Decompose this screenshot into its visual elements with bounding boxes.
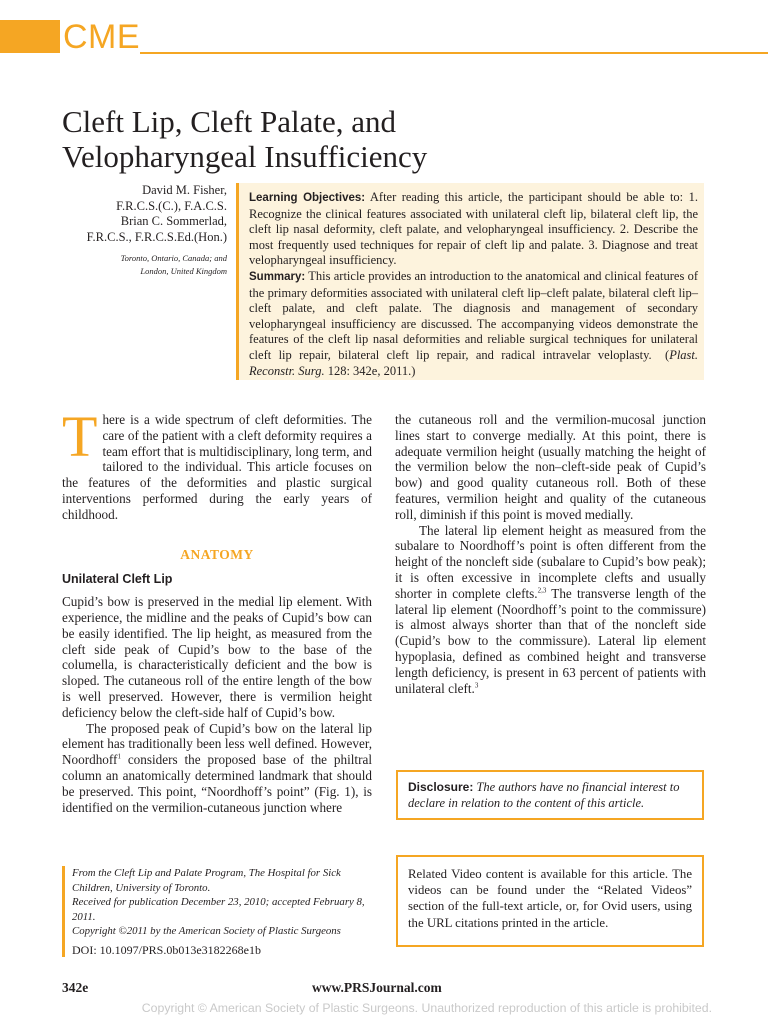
- citation-open: (: [665, 347, 670, 362]
- objectives-text: After reading this article, the participant should be able to: 1. Recognize the clinical features associated with unilateral cleft lip, bilateral cleft lip, the cleft lip nasal deformity, cleft palate, and velopharyngeal insufficiency. 2. Describe the most frequently used techniques for repair of cleft lip and palate. 3. Diagnose and treat velopharyngeal insufficiency.: [249, 190, 698, 268]
- journal-url[interactable]: www.PRSJournal.com: [312, 980, 442, 995]
- title-line-1: Cleft Lip, Cleft Palate, and: [62, 104, 397, 139]
- author-block: [40, 183, 227, 245]
- article-title: [62, 104, 662, 174]
- copyright-watermark: Copyright © American Society of Plastic Surgeons. Unauthorized reproduction of this article is prohibited.: [141, 1001, 712, 1015]
- affiliation-line: Toronto, Ontario, Canada; and: [120, 253, 227, 263]
- body-paragraph: [395, 523, 706, 697]
- disclosure-text: The authors have no financial interest to declare in relation to the content of this article.: [408, 780, 680, 810]
- title-line-2: Velopharyngeal Insufficiency: [62, 139, 428, 174]
- author-line: Brian C. Sommerlad,: [120, 214, 227, 229]
- abstract-box: [236, 183, 704, 380]
- drop-cap: T: [62, 404, 98, 469]
- author-line: F.R.C.S.(C.), F.A.C.S.: [116, 198, 227, 213]
- section-heading-anatomy: ANATOMY: [180, 546, 254, 562]
- para-text: The lateral lip element height as measured from the subalare to Noordhoff’s point is often different from the height of the noncleft side (subalare to Cupid’s bow peak); it is often excessive in incomplete clefts and usually shorter in complete clefts.: [395, 522, 706, 601]
- disclosure-box: [396, 770, 704, 820]
- summary-text: This article provides an introduction to the anatomical and clinical features of the primary deformities associated with unilateral cleft lip–cleft palate, bilateral cleft lip–cleft palate, and cleft palate. The diagnosis and management of secondary velopharyngeal insufficiency are discussed. The accompanying videos demonstrate the features of the cleft lip nasal deformities and reliable surgical techniques for unilateral cleft lip repair, bilateral cleft lip repair, and radical intravelar veloplasty.: [249, 268, 699, 362]
- objectives-label: Learning Objectives:: [249, 192, 366, 204]
- footnote-copyright: Copyright ©2011 by the American Society of Plastic Surgeons: [72, 925, 341, 937]
- header-rule: [140, 52, 768, 54]
- citation-sup: 1: [117, 752, 121, 761]
- disclosure-label: Disclosure:: [408, 780, 474, 794]
- section-label: CME: [63, 18, 141, 56]
- summary: [249, 269, 698, 379]
- footnote-received: Received for publication December 23, 2010; accepted February 8, 2011.: [72, 896, 365, 923]
- citation-sup: 2,3: [537, 586, 547, 595]
- body-column-left: [62, 404, 372, 815]
- intro-paragraph: [62, 404, 372, 523]
- summary-label: Summary:: [249, 270, 306, 283]
- author-line: F.R.C.S., F.R.C.S.Ed.(Hon.): [86, 229, 227, 244]
- para-text: The proposed peak of Cupid’s bow on the lateral lip element has traditionally been less well defined. However, Noordhoff: [62, 720, 372, 768]
- body-paragraph: Cupid’s bow is preserved in the medial lip element. With experience, the midline and the peaks of Cupid’s bow can be easily identified. The lip height, as measured from the cleft side peak of Cupid’s bow to the base of the columella, is characteristically deficient and the bow is sloped. The cutaneous roll of the entire length of the bow is well preserved. However, there is vermilion height deficiency below the cleft-side half of Cupid’s bow.: [62, 594, 372, 720]
- body-paragraph-continued: [62, 721, 372, 816]
- related-video-note: Related Video content is available for this article. The videos can be found under the “Related Videos” section of the full-text article, or, for Ovid users, using the URL citations printed in the article.: [396, 855, 704, 947]
- citation-ref: 128: 342e, 2011.): [327, 363, 416, 378]
- footnote-affiliation: From the Cleft Lip and Palate Program, The Hospital for Sick Children, University of Toronto.: [72, 867, 341, 894]
- citation-sup: 3: [474, 681, 479, 690]
- citation-journal: Plast. Reconstr. Surg.: [249, 347, 699, 378]
- cme-accent-bar: [0, 20, 60, 53]
- para-text: The transverse length of the lateral lip element (Noordhoff’s point to the commissure) is almost always shorter than that of the noncleft side (Cupid’s bow to the commissure). Lateral lip element hypoplasia, defined as combined height and transverse length deficiency, is present in 63 percent of patients with unilateral cleft.: [395, 585, 706, 696]
- author-affiliation: [40, 252, 227, 278]
- doi-link[interactable]: DOI: 10.1097/PRS.0b013e3182268e1b: [72, 942, 261, 957]
- article-footnote: [62, 866, 372, 957]
- body-paragraph-continuation: the cutaneous roll and the vermilion-mucosal junction lines start to converge medially. At this point, there is adequate vermilion height (usually matching the height of the vermilion below the non–cleft-side peak of Cupid’s bow) and good quality cutaneous roll. Both of these features, vermilion height and quality of the cutaneous roll, diminish if this point is moved medially.: [395, 412, 706, 522]
- para-text-split: considers the proposed base of the philtral column an anatomically determined landmark that should be preserved. This point, “Noordhoff’s point” (Fig. 1), is identified on the vermilion-cutaneous junction where: [62, 752, 372, 815]
- intro-text: here is a wide spectrum of cleft deformities. The care of the patient with a cleft deformity requires a team effort that is multidisciplinary, long term, and tailored to the individual. This article focuses on the features of the deformities and plastic surgical interventions performed during the early years of childhood.: [62, 412, 372, 522]
- learning-objectives: [249, 190, 698, 269]
- body-column-right: [395, 412, 706, 696]
- subsection-heading: Unilateral Cleft Lip: [62, 572, 173, 587]
- page-number: 342e: [62, 980, 89, 995]
- affiliation-line: London, United Kingdom: [140, 266, 227, 276]
- author-line: David M. Fisher,: [142, 183, 227, 197]
